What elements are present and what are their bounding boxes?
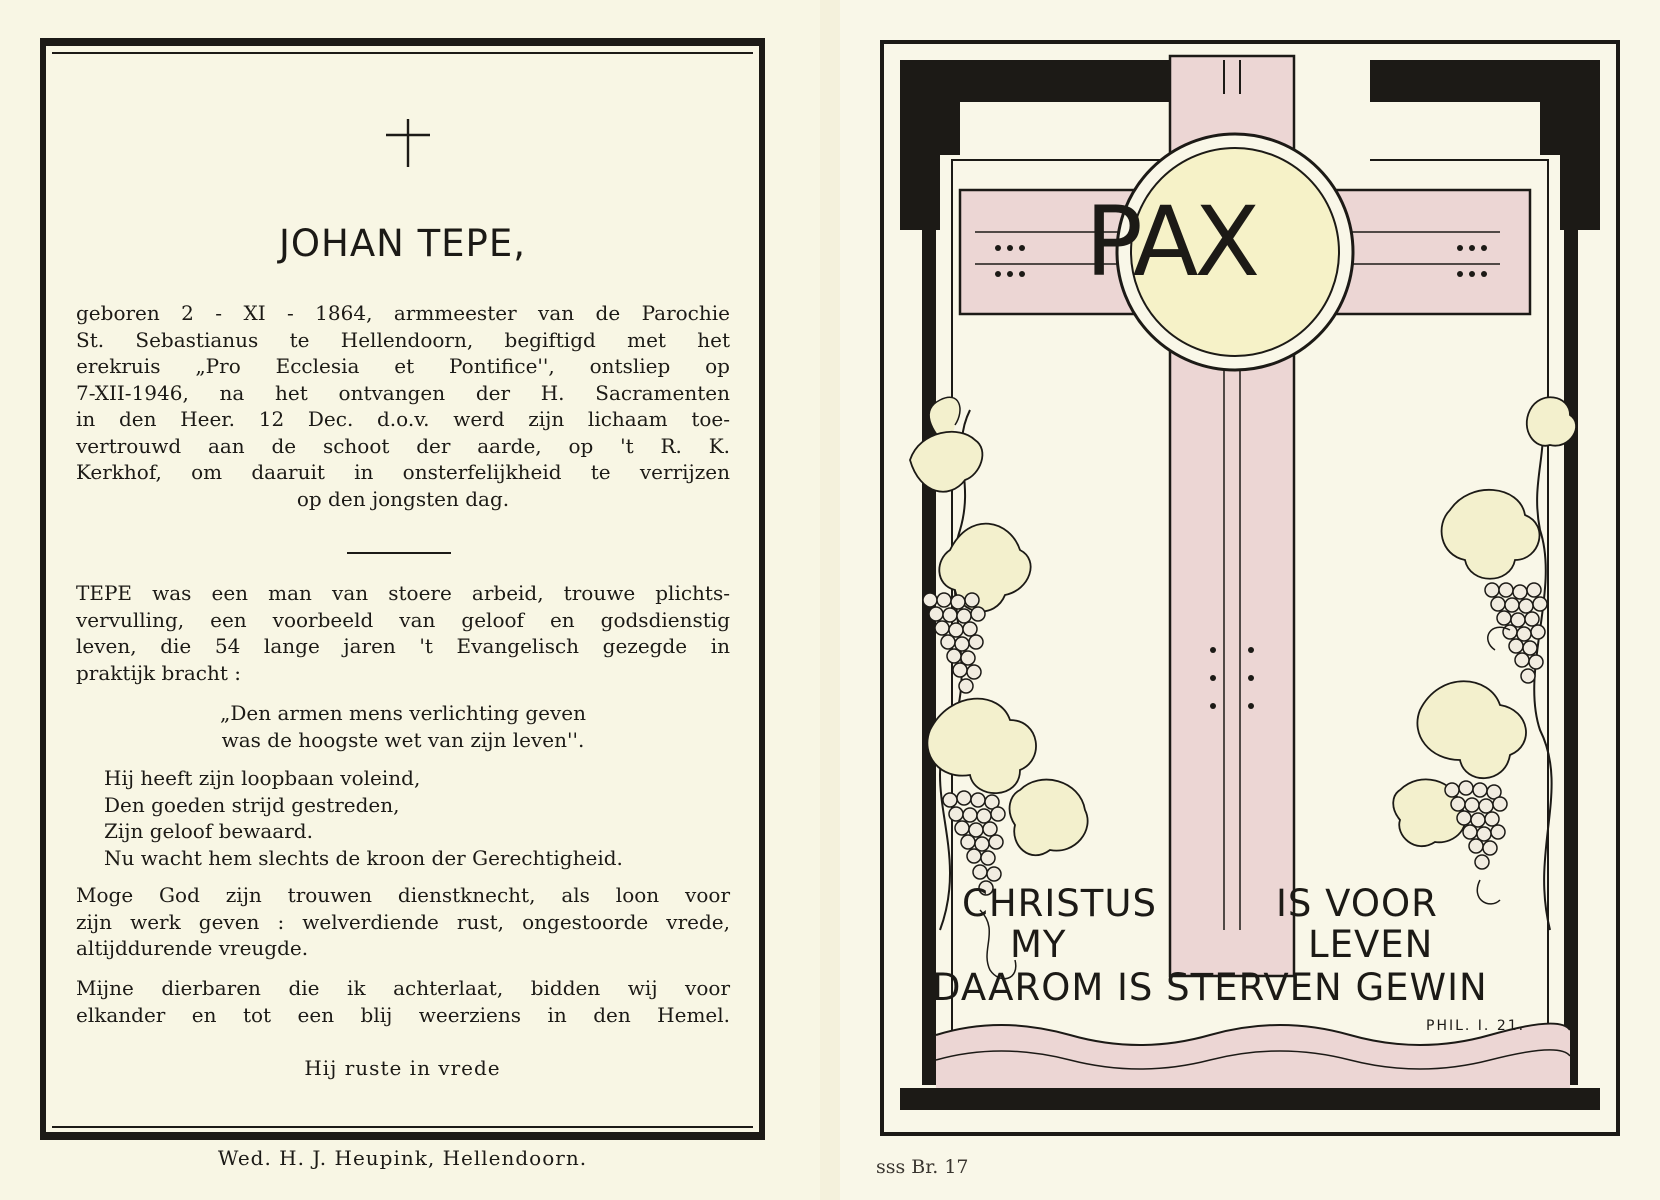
left-post — [922, 225, 936, 1085]
bio-line: Kerkhof, om daaruit in onsterfelijkheid te verrijzen — [76, 460, 730, 484]
prayer-line: altijddurende vreugde. — [76, 936, 309, 960]
frame-border-bottom — [40, 1132, 765, 1140]
closing-blessing: Hij ruste in vrede — [304, 1056, 501, 1080]
tribute-line: leven, die 54 lange jaren 't Evangelisch gezegde in — [76, 634, 730, 658]
frame-border-bottom-inner — [52, 1126, 753, 1128]
bio-line: op den jongsten dag. — [296, 486, 510, 511]
family-line: elkander en tot een blij weerziens in den Hemel. — [76, 1002, 730, 1027]
memorial-artwork-card — [840, 0, 1660, 1200]
motto-line: DAAROM IS STERVEN GEWIN — [932, 966, 1488, 1009]
pax-monogram: PAX — [1085, 186, 1257, 298]
motto-word: IS VOOR — [1276, 882, 1438, 925]
tribute-line: praktijk bracht : — [76, 660, 242, 685]
bio-line: St. Sebastianus te Hellendoorn, begiftigd met het — [76, 327, 730, 352]
memorial-text-card — [0, 0, 820, 1200]
prayer-line: zijn werk geven : welverdiende rust, ongestoorde vrede, — [76, 909, 730, 934]
quote-block — [76, 700, 730, 753]
catalog-number: sss Br. 17 — [876, 1156, 969, 1178]
frame-border-left — [40, 38, 46, 1140]
section-divider — [347, 552, 451, 554]
frame-border-top — [40, 38, 765, 46]
motto-word: LEVEN — [1308, 923, 1434, 966]
motto-word: CHRISTUS — [962, 882, 1157, 925]
cross-icon — [380, 115, 436, 171]
biography-paragraph — [76, 300, 730, 512]
bio-line: vertrouwd aan de schoot der aarde, op 't R. K. — [76, 433, 730, 458]
deceased-name: JOHAN TEPE, — [278, 222, 527, 265]
family-line: Mijne dierbaren die ik achterlaat, bidden wij voor — [76, 976, 730, 1000]
tribute-paragraph — [76, 580, 730, 686]
printer-credit: Wed. H. J. Heupink, Hellendoorn. — [217, 1146, 588, 1170]
bio-line: erekruis „Pro Ecclesia et Pontifice'', ontsliep op — [76, 354, 730, 378]
family-paragraph — [76, 975, 730, 1028]
poem-line: Hij heeft zijn loopbaan voleind, — [104, 766, 421, 790]
bio-line: 7-XII-1946, na het ontvangen der H. Sacramenten — [76, 380, 730, 405]
quote-line: „Den armen mens verlichting geven — [220, 701, 586, 725]
prayer-line: Moge God zijn trouwen dienstknecht, als loon voor — [76, 883, 730, 907]
frame-border-top-inner — [52, 52, 753, 54]
bio-line: geboren 2 - XI - 1864, armmeester van de Parochie — [76, 301, 730, 325]
poem-block — [104, 765, 744, 871]
right-post — [1564, 225, 1578, 1085]
bio-line: in den Heer. 12 Dec. d.o.v. werd zijn lichaam toe- — [76, 407, 730, 431]
motto-word: MY — [1010, 923, 1067, 966]
poem-line: Zijn geloof bewaard. — [104, 819, 313, 843]
prayer-paragraph — [76, 882, 730, 962]
frame-border-right — [759, 38, 765, 1140]
tribute-line: vervulling, een voorbeeld van geloof en godsdienstig — [76, 607, 730, 632]
poem-line: Den goeden strijd gestreden, — [104, 792, 400, 817]
quote-line: was de hoogste wet van zijn leven''. — [221, 727, 585, 752]
frame-bottom-bar — [900, 1088, 1600, 1110]
scripture-reference: PHIL. I. 21. — [1426, 1018, 1526, 1034]
tribute-line: TEPE was een man van stoere arbeid, trouwe plichts- — [76, 581, 730, 605]
poem-line: Nu wacht hem slechts de kroon der Gerechtigheid. — [104, 845, 623, 870]
